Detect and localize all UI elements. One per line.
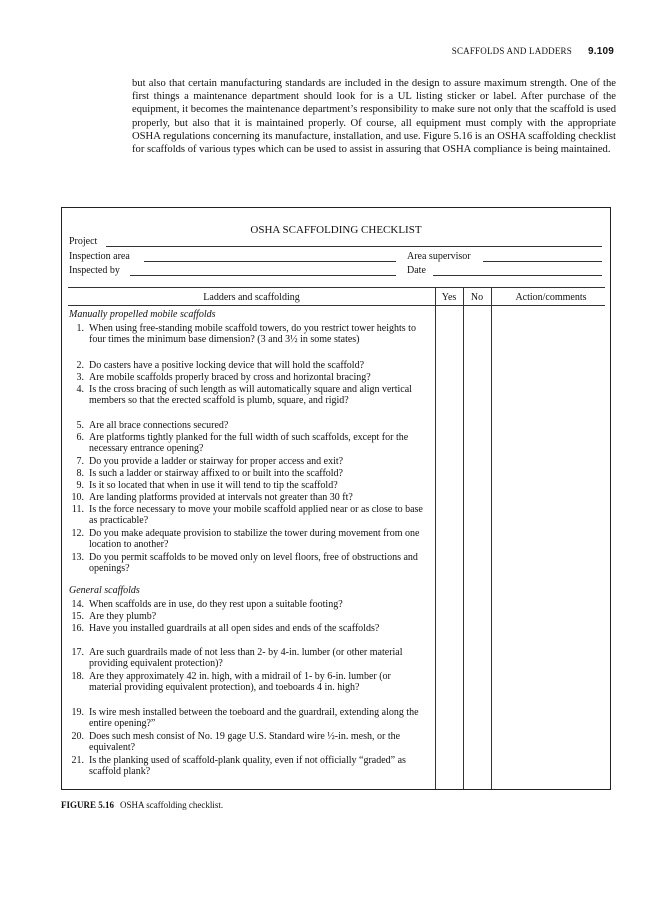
checklist-item: 13. Do you permit scaffolds to be moved only on level floors, free of obstructions and openings? bbox=[71, 552, 418, 574]
section-title: General scaffolds bbox=[69, 585, 140, 596]
date-label: Date bbox=[407, 265, 426, 276]
date-field[interactable] bbox=[433, 275, 602, 276]
checklist-form bbox=[61, 207, 611, 790]
inspection-area-label: Inspection area bbox=[69, 251, 130, 262]
section-title: Manually propelled mobile scaffolds bbox=[69, 309, 216, 320]
checklist-item: 8. Is such a ladder or stairway affixed to or built into the scaffold? bbox=[76, 468, 343, 479]
figure-label: FIGURE 5.16 bbox=[61, 800, 115, 810]
checklist-item: 19. Is wire mesh installed between the toeboard and the guardrail, extending along the entire opening?” bbox=[71, 707, 419, 729]
running-header bbox=[0, 46, 614, 57]
running-title: SCAFFOLDS AND LADDERS bbox=[451, 46, 572, 56]
checklist-item: 17. Are such guardrails made of not less than 2- by 4-in. lumber (or other material providing equivalent protection)? bbox=[71, 647, 403, 669]
table-header-rule bbox=[68, 305, 605, 306]
project-field[interactable] bbox=[106, 246, 602, 247]
col-header-action: Action/comments bbox=[515, 292, 587, 303]
checklist-item: 12. Do you make adequate provision to stabilize the tower during movement from one location to another? bbox=[71, 528, 420, 550]
checklist-item: 16. Have you installed guardrails at all open sides and ends of the scaffolds? bbox=[71, 623, 380, 634]
inspection-area-field[interactable] bbox=[144, 261, 396, 262]
checklist-item: 2. Do casters have a positive locking device that will hold the scaffold? bbox=[76, 360, 365, 371]
col-header-yes: Yes bbox=[441, 292, 457, 303]
area-supervisor-field[interactable] bbox=[483, 261, 602, 262]
no-column-divider bbox=[463, 287, 464, 789]
checklist-item: 5. Are all brace connections secured? bbox=[76, 420, 229, 431]
checklist-item: 1. When using free-standing mobile scaffold towers, do you restrict tower heights to four times the minimum base dimension? (3 and 3½ in some states) bbox=[76, 323, 416, 345]
page-number: 9.109 bbox=[587, 46, 614, 57]
figure-caption-text: OSHA scaffolding checklist. bbox=[120, 800, 224, 810]
figure-caption bbox=[61, 800, 223, 810]
checklist-item: 7. Do you provide a ladder or stairway for proper access and exit? bbox=[76, 456, 344, 467]
checklist-item: 20. Does such mesh consist of No. 19 gage U.S. Standard wire ½-in. mesh, or the equivalent? bbox=[71, 731, 401, 753]
checklist-title: OSHA SCAFFOLDING CHECKLIST bbox=[250, 224, 422, 236]
checklist-item: 11. Is the force necessary to move your mobile scaffold applied near or as close to base as practicable? bbox=[71, 504, 423, 526]
col-header-item: Ladders and scaffolding bbox=[203, 292, 300, 303]
intro-paragraph: but also that certain manufacturing standards are included in the design to assure maximum strength. One of the first things a maintenance department should look for is a UL listing sticker or label. After purchase of the equipment, it becomes the maintenance department’s responsibility to make sure not only that the scaffold is used properly, but also that it is maintained properly. Of course, all equipment must comply with the appropriate OSHA regulations concerning its manufacture, installation, and use. Figure 5.16 is an OSHA scaffolding checklist for scaffolds of various types which can be used to assist in assuring that OSHA compliance is being maintained. bbox=[132, 78, 616, 156]
checklist-item: 9. Is it so located that when in use it will tend to tip the scaffold? bbox=[76, 480, 338, 491]
checklist-item: 21. Is the planking used of scaffold-plank quality, even if not officially “graded” as scaffold plank? bbox=[71, 755, 406, 777]
checklist-item: 15. Are they plumb? bbox=[71, 611, 157, 622]
checklist-item: 3. Are mobile scaffolds properly braced by cross and horizontal bracing? bbox=[76, 372, 371, 383]
inspected-by-field[interactable] bbox=[130, 275, 396, 276]
inspected-by-label: Inspected by bbox=[69, 265, 120, 276]
checklist-item: 6. Are platforms tightly planked for the full width of such scaffolds, except for the necessary entrance opening? bbox=[76, 432, 409, 454]
area-supervisor-label: Area supervisor bbox=[407, 251, 471, 262]
table-top-rule bbox=[68, 287, 605, 288]
yes-column-divider bbox=[435, 287, 436, 789]
col-header-no: No bbox=[470, 292, 484, 303]
action-column-divider bbox=[491, 287, 492, 789]
checklist-item: 4. Is the cross bracing of such length as will automatically square and align vertical members so that the erected scaffold is plumb, square, and rigid? bbox=[76, 384, 412, 406]
checklist-item: 14. When scaffolds are in use, do they rest upon a suitable footing? bbox=[71, 599, 343, 610]
project-label: Project bbox=[69, 236, 98, 247]
checklist-item: 18. Are they approximately 42 in. high, with a midrail of 1- by 6-in. lumber (or material providing equivalent protection), and toeboards 4 in. high? bbox=[71, 671, 391, 693]
checklist-item: 10. Are landing platforms provided at intervals not greater than 30 ft? bbox=[71, 492, 353, 503]
